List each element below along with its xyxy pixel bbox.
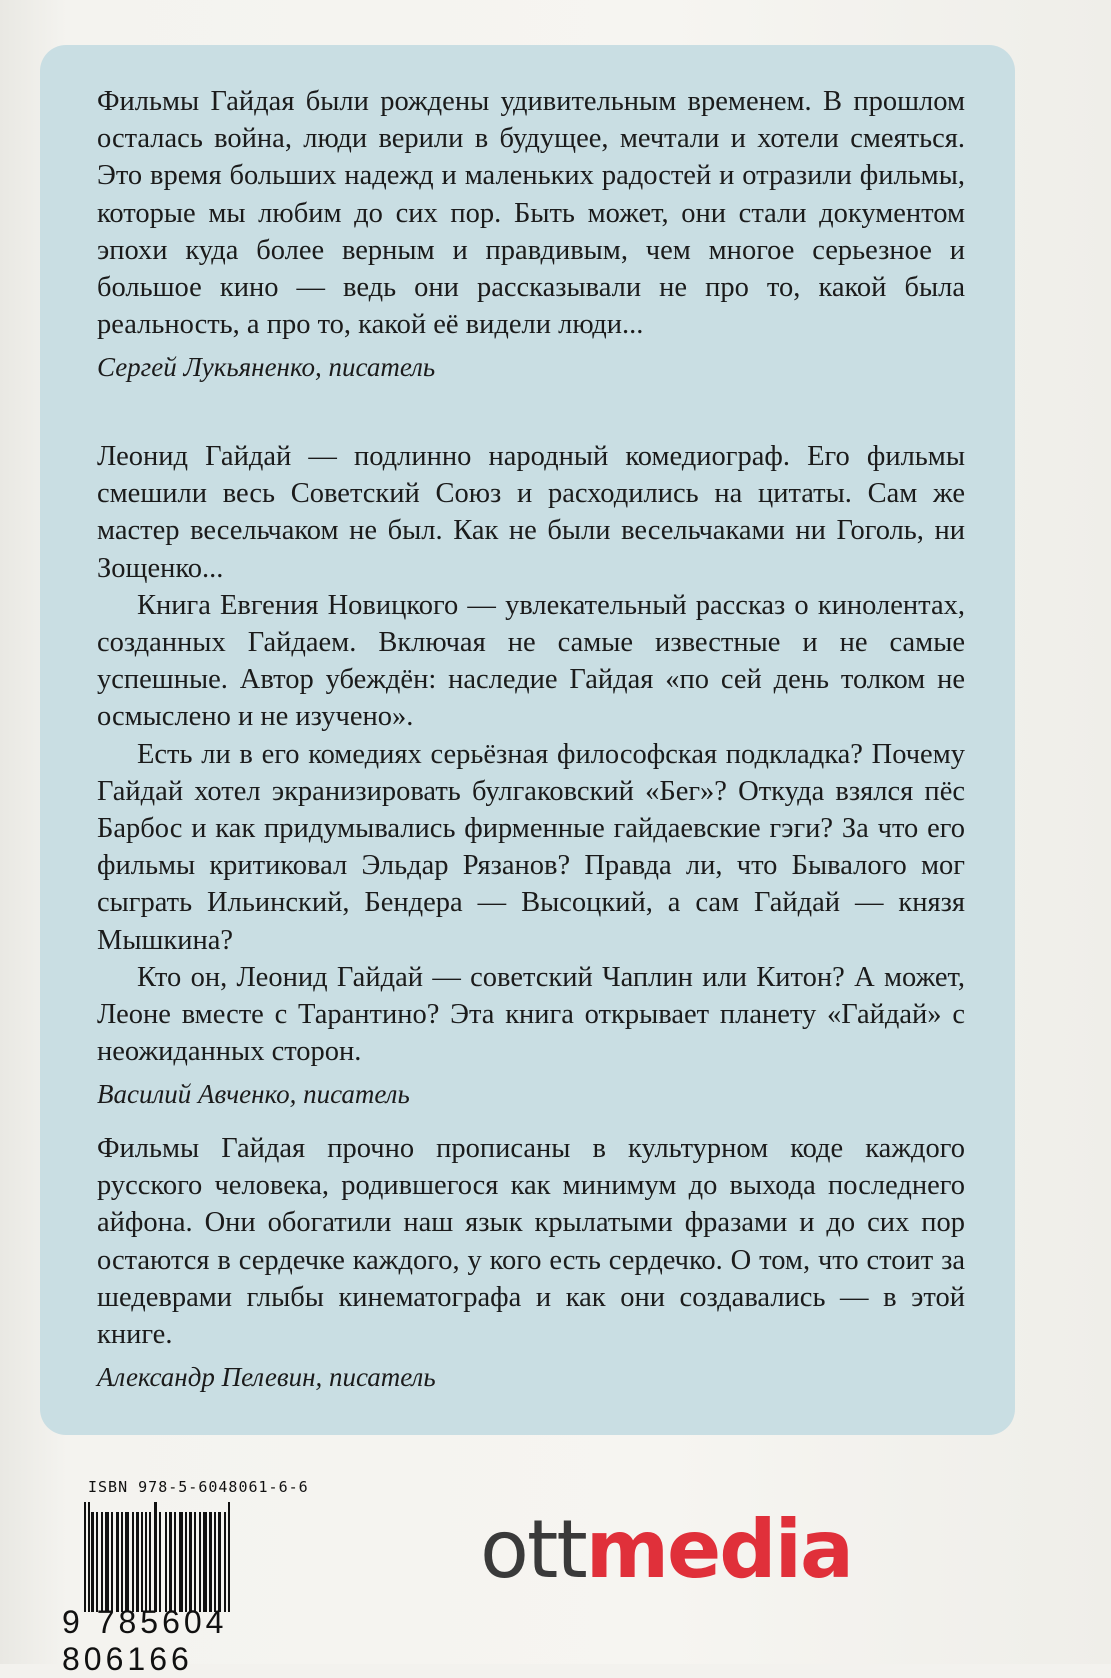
blurb-3-paragraph: Фильмы Гайдая прочно прописаны в культурном коде каждого русского человека, родившегося как минимум до выхода последнего айфона. Они обогатили наш язык крылатыми фразами и до сих пор остаются в сердечке каждого, у кого есть сердечко. О том, что стоит за шедеврами глыбы кинематографа и как они создавались — в этой книге.	[97, 1133, 965, 1351]
isbn-label: ISBN 978-5-6048061-6-6	[88, 1478, 309, 1496]
blurb-panel	[40, 45, 1015, 1435]
blurb-2-signature: Василий Авченко, писатель	[97, 1079, 410, 1110]
barcode-digits: 9 785604 806166	[62, 1604, 228, 1677]
blurb-3-signature: Александр Пелевин, писатель	[97, 1362, 436, 1393]
barcode-bars-icon	[84, 1504, 232, 1612]
blurb-1-signature: Сергей Лукьяненко, писатель	[97, 352, 436, 383]
blurb-3	[97, 1130, 965, 1396]
barcode-bar	[230, 1512, 232, 1612]
publisher-logo-ott: ott	[480, 1503, 586, 1596]
isbn-barcode	[40, 1478, 340, 1677]
blurb-1	[97, 83, 965, 387]
blurb-2-paragraph-4: Кто он, Леонид Гайдай — советский Чаплин или Китон? А может, Леоне вместе с Тарантино? Эта книга открывает планету «Гайдай» с неожиданных сторон.	[97, 961, 965, 1068]
publisher-logo-media: media	[585, 1503, 852, 1596]
blurb-1-paragraph: Фильмы Гайдая были рождены удивительным временем. В прошлом осталась война, люди верили в будущее, мечтали и хотели смеяться. Это время больших надежд и маленьких радостей и отразили фильмы, которые мы любим до сих пор. Быть может, они стали документом эпохи куда более верным и правдивым, чем многое серьезное и большое кино — ведь они рассказывали не про то, какой была реальность, а про то, какой её видели люди...	[97, 86, 965, 341]
publisher-logo	[480, 1500, 900, 1600]
blurb-2-paragraph-1: Леонид Гайдай — подлинно народный комедиограф. Его фильмы смешили весь Советский Союз и расходились на цитаты. Сам же мастер весельчаком не был. Как не были весельчаками ни Гоголь, ни Зощенко...	[97, 441, 965, 584]
blurb-2	[97, 438, 965, 1114]
blurb-2-paragraph-2: Книга Евгения Новицкого — увлекательный рассказ о кинолентах, созданных Гайдаем. Включая не самые известные и не самые успешные. Автор убеждён: наследие Гайдая «по сей день толком не осмыслено и не изучено».	[97, 589, 965, 733]
blurb-2-paragraph-3: Есть ли в его комедиях серьёзная философская подкладка? Почему Гайдай хотел экранизировать булгаковский «Бег»? Откуда взялся пёс Барбос и как придумывались фирменные гайдаевские гэги? За что его фильмы критиковал Эльдар Рязанов? Правда ли, что Бывалого мог сыграть Ильинский, Бендера — Высоцкий, а сам Гайдай — князя Мышкина?	[97, 738, 965, 956]
